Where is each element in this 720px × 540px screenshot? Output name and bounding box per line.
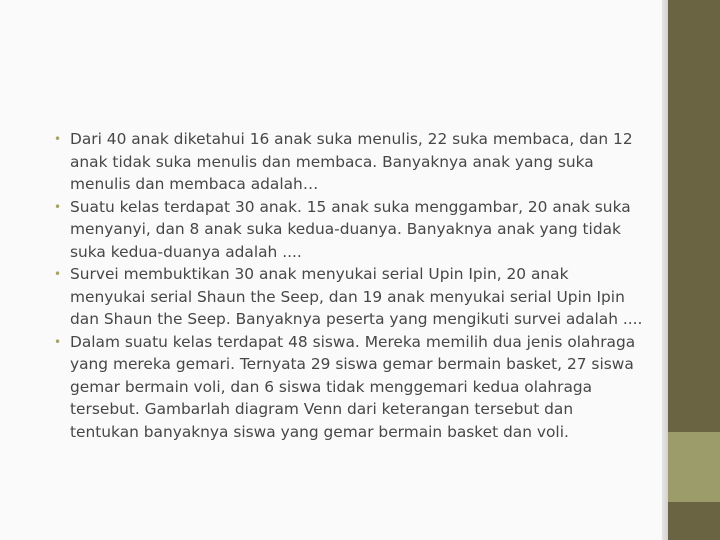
bullet-item-2 xyxy=(54,196,644,264)
bullet-text: Dalam suatu kelas terdapat 48 siswa. Mereka memilih dua jenis olahraga yang mereka gemari. Ternyata 29 siswa gemar bermain basket, 27 siswa gemar bermain voli, dan 6 siswa tidak menggemari kedua olahraga tersebut. Gambarlah diagram Venn dari keterangan tersebut dan tentukan banyaknya siswa yang gemar bermain basket dan voli. xyxy=(70,332,636,441)
bullet-item-1 xyxy=(54,128,644,196)
bullet-text: Dari 40 anak diketahui 16 anak suka menulis, 22 suka membaca, dan 12 anak tidak suka menulis dan membaca. Banyaknya anak yang suka menulis dan membaca adalah… xyxy=(70,130,633,193)
bullet-item-3 xyxy=(54,263,644,331)
bullet-dot-icon: • xyxy=(54,267,62,281)
bullet-text: Suatu kelas terdapat 30 anak. 15 anak suka menggambar, 20 anak suka menyanyi, dan 8 anak suka kedua-duanya. Banyaknya anak yang tidak suka kedua-duanya adalah .... xyxy=(70,197,631,261)
bullet-dot-icon: • xyxy=(54,199,62,214)
bullet-text: Survei membuktikan 30 anak menyukai serial Upin Ipin, 20 anak menyukai serial Shaun the Seep, dan 19 anak menyukai serial Upin Ipin dan Shaun the Seep. Banyaknya peserta yang mengikuti survei adalah .... xyxy=(70,265,643,328)
bullet-dot-icon: • xyxy=(54,132,62,146)
bullet-dot-icon: • xyxy=(54,334,62,349)
side-decoration-accent xyxy=(668,432,720,502)
bullet-list xyxy=(54,128,644,443)
bullet-item-4 xyxy=(54,331,644,444)
